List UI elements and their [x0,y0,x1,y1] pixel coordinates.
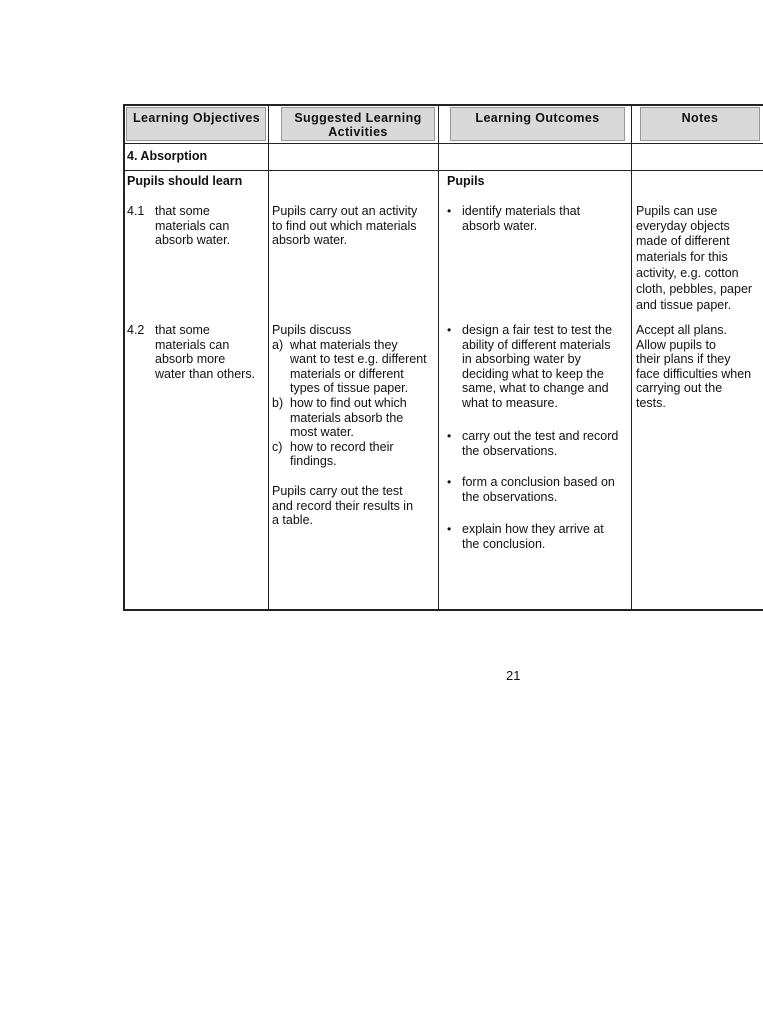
header-learning-objectives: Learning Objectives [126,107,266,141]
bullet-icon: • [447,429,452,443]
note-line: materials for this [636,250,728,265]
objective-line: that some [155,204,210,218]
header-rule [123,143,763,144]
note-line: activity, e.g. cotton [636,266,739,280]
activity-line: most water. [290,425,354,440]
bullet-icon: • [447,475,452,489]
activity-line: types of tissue paper. [290,381,409,396]
objective-line: that some [155,323,210,337]
activity-marker: c) [272,439,283,454]
bullet-icon: • [447,522,452,536]
column-divider [268,104,269,611]
outcome-line: what to measure. [462,396,558,410]
activity-line: absorb water. [272,233,348,248]
outcome-line: ability of different materials [462,337,611,352]
activity-line: want to test e.g. different [290,352,427,367]
activity-marker: a) [272,337,284,352]
objective-line: water than others. [155,366,256,381]
note-line: Accept all plans. [636,323,728,337]
note-line: their plans if they [636,352,731,367]
activity-line: Pupils carry out the test [272,484,403,498]
activity-line: findings. [290,454,337,469]
activity-line: and record their results in [272,498,414,513]
activity-line: materials or different [290,366,404,381]
objective-line: materials can [155,218,230,233]
activity-line: a table. [272,513,314,528]
pupils-outcomes-label: Pupils [447,174,485,188]
bullet-icon: • [447,323,452,337]
note-line: Allow pupils to [636,337,716,352]
outcome-line: the observations. [462,443,558,458]
curriculum-table [123,104,753,612]
outcome-line: same, what to change and [462,381,609,396]
note-line: face difficulties when [636,366,752,381]
activity-marker: b) [272,396,284,410]
page-number: 21 [506,668,521,683]
objective-line: absorb water. [155,233,231,248]
section-title: 4. Absorption [127,149,208,163]
pupils-should-learn-label: Pupils should learn [127,174,243,188]
objective-number: 4.1 [127,204,145,218]
outcome-line: form a conclusion based on [462,475,615,489]
objective-line: materials can [155,337,230,352]
header-learning-outcomes: Learning Outcomes [450,107,625,141]
column-divider [438,104,439,611]
note-line: cloth, pebbles, paper [636,281,753,296]
outcome-line: explain how they arrive at [462,522,604,536]
outcome-line: identify materials that [462,204,581,218]
note-line: Pupils can use [636,204,718,218]
activity-line: how to find out which [290,396,407,410]
activity-line: how to record their [290,439,394,454]
bullet-icon: • [447,204,452,218]
note-line: and tissue paper. [636,297,732,312]
outcome-line: carry out the test and record [462,429,619,443]
note-line: made of different [636,234,730,249]
column-divider [631,104,632,611]
objective-line: absorb more [155,352,226,367]
section-rule [123,170,763,171]
outcome-line: the conclusion. [462,536,546,551]
objective-number: 4.2 [127,323,145,337]
header-notes: Notes [640,107,760,141]
note-line: everyday objects [636,218,730,233]
outcome-line: the observations. [462,489,558,504]
outcome-line: design a fair test to test the [462,323,613,337]
activity-line: what materials they [290,337,398,352]
activity-intro: Pupils discuss [272,323,352,337]
outcome-line: deciding what to keep the [462,366,604,381]
note-line: carrying out the [636,381,723,396]
activity-line: materials absorb the [290,410,404,425]
activity-line: Pupils carry out an activity [272,204,418,218]
outcome-line: absorb water. [462,218,538,233]
note-line: tests. [636,396,666,410]
header-suggested-activities: Suggested Learning Activities [281,107,435,141]
outcome-line: in absorbing water by [462,352,581,367]
activity-line: to find out which materials [272,218,417,233]
